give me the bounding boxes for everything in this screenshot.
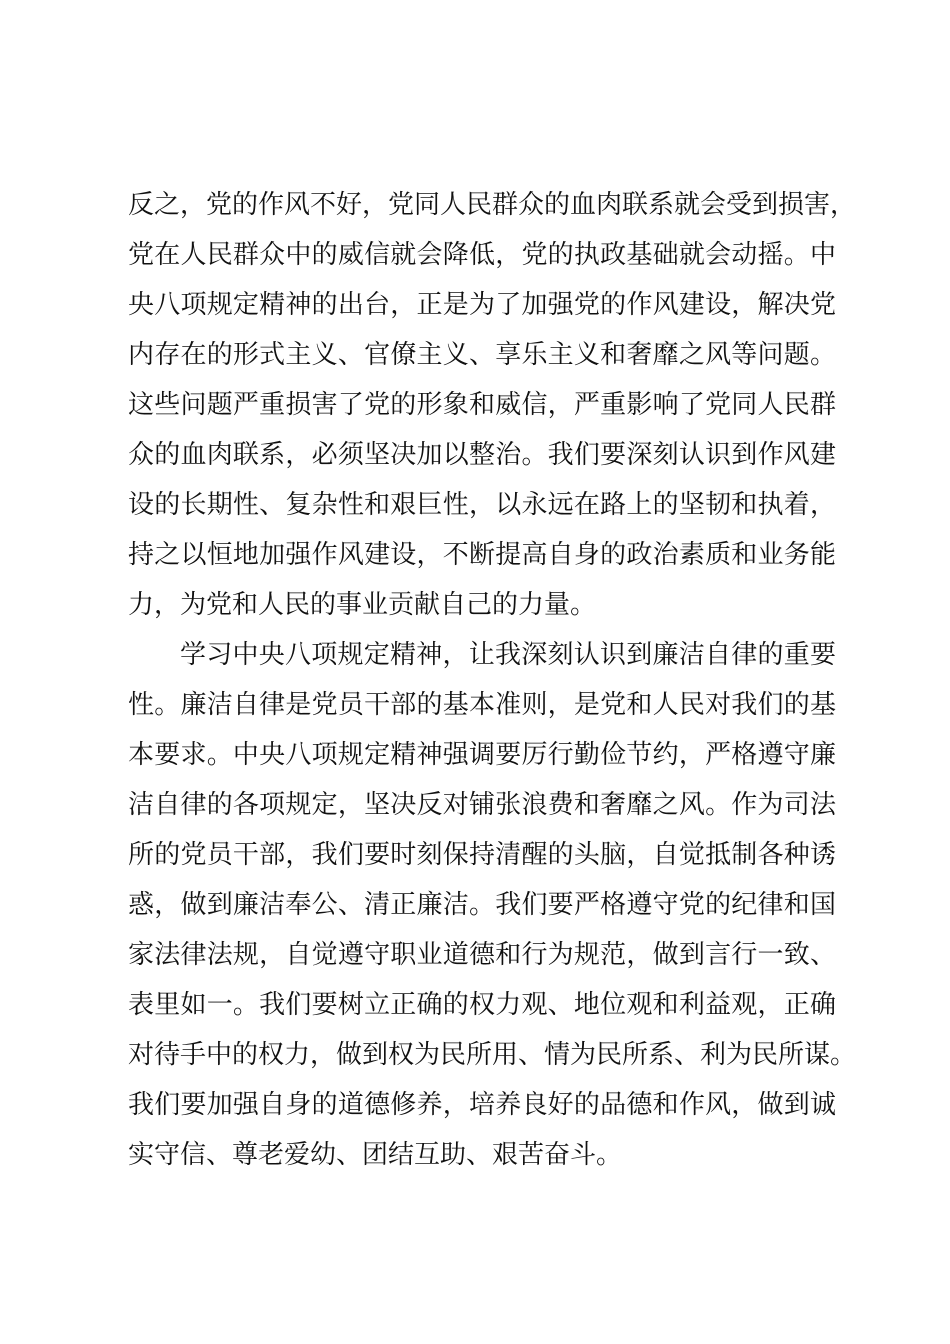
text-line: 表里如一。我们要树立正确的权力观、地位观和利益观，正确: [128, 990, 836, 1020]
text-line: 党在人民群众中的威信就会降低，党的执政基础就会动摇。中: [128, 240, 836, 270]
text-line: 所的党员干部，我们要时刻保持清醒的头脑，自觉抵制各种诱: [128, 840, 836, 870]
body-text: [128, 180, 857, 1180]
text-line: 反之，党的作风不好，党同人民群众的血肉联系就会受到损害，: [128, 190, 857, 220]
paragraph-2: [128, 630, 857, 1180]
text-line: 洁自律的各项规定，坚决反对铺张浪费和奢靡之风。作为司法: [128, 790, 836, 820]
text-line: 设的长期性、复杂性和艰巨性，以永远在路上的坚韧和执着，: [128, 490, 836, 520]
text-line: 性。廉洁自律是党员干部的基本准则，是党和人民对我们的基: [128, 690, 836, 720]
text-line: 本要求。中央八项规定精神强调要厉行勤俭节约，严格遵守廉: [128, 740, 836, 770]
paragraph-1: [128, 180, 857, 630]
text-line: 我们要加强自身的道德修养，培养良好的品德和作风，做到诚: [128, 1090, 836, 1120]
text-line: 这些问题严重损害了党的形象和威信，严重影响了党同人民群: [128, 390, 836, 420]
text-line: 众的血肉联系，必须坚决加以整治。我们要深刻认识到作风建: [128, 440, 836, 470]
text-line: 央八项规定精神的出台，正是为了加强党的作风建设，解决党: [128, 290, 836, 320]
text-line: 家法律法规，自觉遵守职业道德和行为规范，做到言行一致、: [128, 940, 836, 970]
text-line-last: 实守信、尊老爱幼、团结互助、艰苦奋斗。: [128, 1140, 623, 1170]
text-line: 持之以恒地加强作风建设，不断提高自身的政治素质和业务能: [128, 540, 836, 570]
text-line: 惑，做到廉洁奉公、清正廉洁。我们要严格遵守党的纪律和国: [128, 890, 836, 920]
text-line-indented: 学习中央八项规定精神，让我深刻认识到廉洁自律的重要: [180, 640, 836, 670]
text-line-last: 力，为党和人民的事业贡献自己的力量。: [128, 590, 597, 620]
text-line: 对待手中的权力，做到权为民所用、情为民所系、利为民所谋。: [128, 1040, 857, 1070]
text-line: 内存在的形式主义、官僚主义、享乐主义和奢靡之风等问题。: [128, 340, 836, 370]
